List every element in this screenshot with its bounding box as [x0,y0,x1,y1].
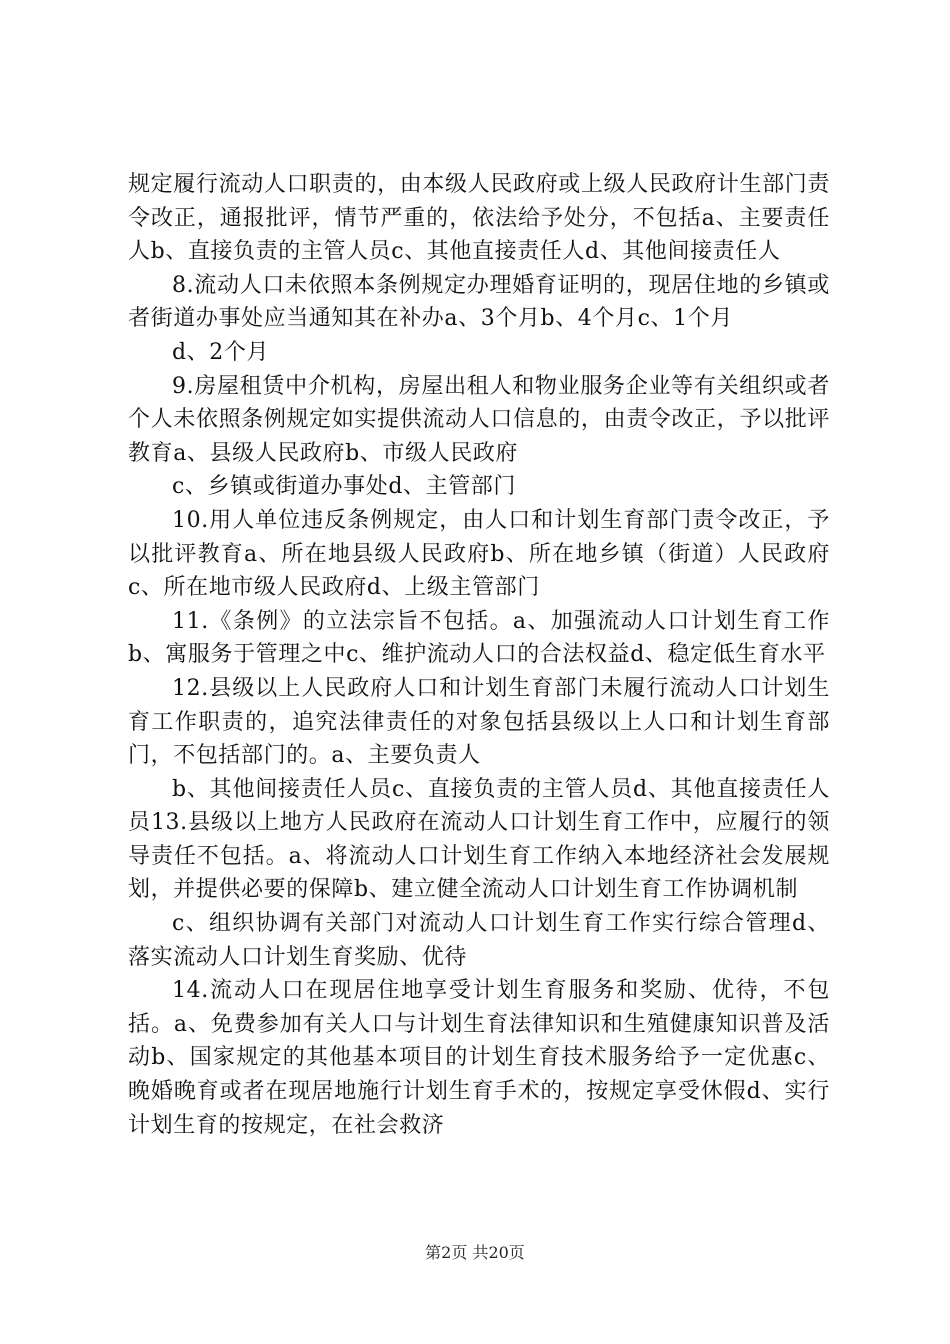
paragraph-question-14: 14.流动人口在现居住地享受计划生育服务和奖励、优待，不包括。a、免费参加有关人口与计划生育法律知识和生殖健康知识普及活动b、国家规定的其他基本项目的计划生育技术服务给予一定优惠c、晚婚晚育或者在现居地施行计划生育手术的，按规定享受休假d、实行计划生育的按规定，在社会救济 [128,978,830,1138]
paragraph-question-8-option-d: d、2个月 [172,339,270,365]
paragraph-question-9-options: c、乡镇或街道办事处d、主管部门 [172,474,517,500]
paragraph-question-13-options: c、组织协调有关部门对流动人口计划生育工作实行综合管理d、落实流动人口计划生育奖励、优待 [128,911,830,970]
paragraph-question-8: 8.流动人口未依照本条例规定办理婚育证明的，现居住地的乡镇或者街道办事处应当通知其在补办a、3个月b、4个月c、1个月 [128,272,830,332]
page-footer: 第2页 共20页 [425,1243,525,1262]
paragraph-question-12: 12.县级以上人民政府人口和计划生育部门未履行流动人口计划生育工作职责的，追究法律责任的对象包括县级以上人口和计划生育部门，不包括部门的。a、主要负责人 [128,675,830,769]
document-body [128,168,830,1142]
paragraph-question-10: 10.用人单位违反条例规定，由人口和计划生育部门责令改正，予以批评教育a、所在地县级人民政府b、所在地乡镇（街道）人民政府c、所在地市级人民政府d、上级主管部门 [128,507,830,601]
paragraph-question-12-13: b、其他间接责任人员c、直接负责的主管人员d、其他直接责任人员13.县级以上地方人民政府在流动人口计划生育工作中，应履行的领导责任不包括。a、将流动人口计划生育工作纳入本地经济社会发展规划，并提供必要的保障b、建立健全流动人口计划生育工作协调机制 [128,776,830,903]
paragraph-continuation: 规定履行流动人口职责的，由本级人民政府或上级人民政府计生部门责令改正，通报批评，情节严重的，依法给予处分，不包括a、主要责任人b、直接负责的主管人员c、其他直接责任人d、其他间接责任人 [128,172,830,265]
paragraph-question-9: 9.房屋租赁中介机构，房屋出租人和物业服务企业等有关组织或者个人未依照条例规定如实提供流动人口信息的，由责令改正，予以批评教育a、县级人民政府b、市级人民政府 [128,373,830,466]
paragraph-question-11: 11.《条例》的立法宗旨不包括。a、加强流动人口计划生育工作b、寓服务于管理之中c、维护流动人口的合法权益d、稳定低生育水平 [128,608,830,668]
